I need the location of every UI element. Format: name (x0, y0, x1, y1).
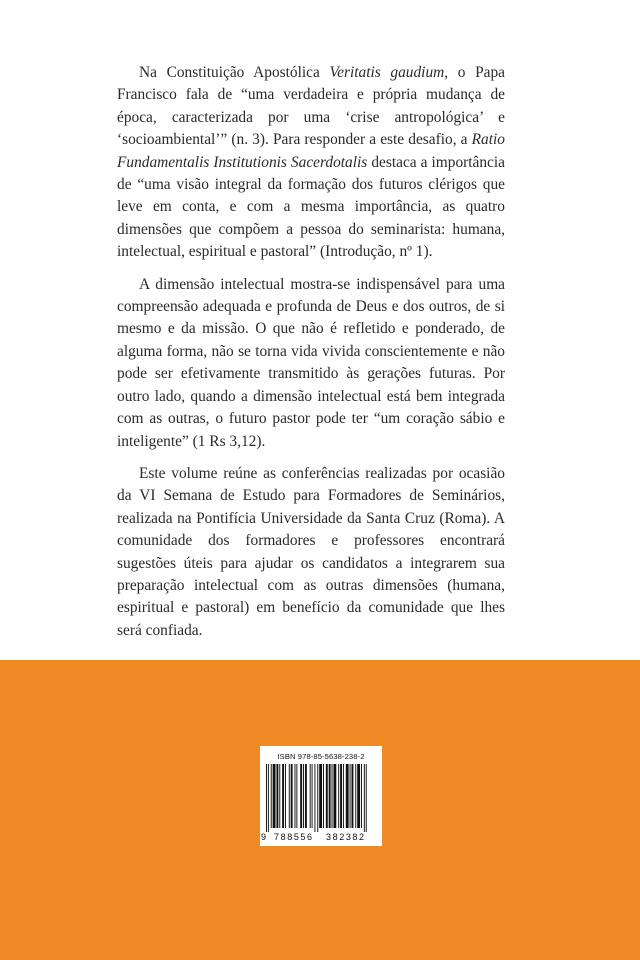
barcode-bar (357, 764, 360, 828)
paragraph-1 (117, 62, 505, 264)
isbn-label: ISBN 978-85-5638-238-2 (277, 752, 365, 761)
barcode-bar (279, 764, 280, 828)
barcode-bar (271, 764, 272, 828)
barcode-bar (352, 764, 354, 828)
barcode-bar (343, 764, 344, 828)
paragraph-1-part-c: destaca a importância de “uma visão integral da formação dos futuros clérigos que leve em conta, e com a mesma importância, as quatro dimensões que compõem a pessoa do seminarista: humana, intelectual, espiritual e pastoral” (Introdução, nº 1). (117, 153, 506, 261)
barcode-bar (361, 764, 362, 828)
barcode-bar (329, 764, 331, 828)
barcode-bar (326, 764, 328, 828)
barcode-bar (273, 764, 276, 828)
paragraph-1-italic-b: Ratio Fundamentalis Institutionis Sacerdotalis (117, 131, 505, 171)
barcode-bar (366, 764, 367, 832)
barcode-bar (333, 764, 336, 828)
barcode-bar (319, 764, 322, 828)
paragraph-1-part-b: , o Papa Francisco fala de “uma verdadeira e própria mudança de época, caracterizada por uma ‘crise antropológica’ e ‘socioambiental’” (n. 3). Para responder a este desafio, a (117, 64, 505, 149)
barcode-bar (314, 764, 315, 832)
blurb-text (117, 62, 505, 652)
paragraph-1-part-a: Na Constituição Apostólica (139, 64, 330, 81)
barcode-bar (303, 764, 304, 828)
barcode-bar (295, 764, 296, 828)
barcode-bar (276, 764, 278, 828)
barcode-bar (305, 764, 307, 828)
barcode-bar (332, 764, 333, 828)
paragraph-1-italic-a: Veritatis gaudium (329, 64, 445, 81)
barcode-bar (291, 764, 293, 828)
barcode-bar (346, 764, 349, 828)
paragraph-2: A dimensão intelectual mostra-se indispensável para uma compreensão adequada e profunda de Deus e dos outros, de si mesmo e da missão. O que não é refletido e ponderado, de alguma forma, não se torna vida vivida conscientemente e não pode ser efetivamente transmitido às gerações futuras. Por outro lado, quando a dimensão intelectual está bem integrada com as outras, o futuro pastor pode ter “um coração sábio e inteligente” (1 Rs 3,12). (117, 275, 505, 450)
barcode-left-group: 788556 (274, 832, 314, 842)
paragraph-3: Este volume reúne as conferências realizadas por ocasião da VI Semana de Estudo para Formadores de Seminários, realizada na Pontifícia Universidade da Santa Cruz (Roma). A comunidade dos formadores e professores encontrará sugestões úteis para ajudar os candidatos a integrarem sua preparação intelectual com as outras dimensões (humana, espiritual e pastoral) em benefício da comunidade que lhes será confiada. (117, 464, 505, 639)
barcode-bar (268, 764, 269, 832)
barcode-bar (312, 764, 313, 828)
barcode-first-digit: 9 (261, 832, 267, 842)
barcode-bar (355, 764, 356, 828)
barcode-bar (266, 764, 267, 832)
barcode-bar (285, 764, 286, 828)
barcode-bar (300, 764, 302, 828)
barcode-box (260, 746, 382, 846)
barcode-bar (289, 764, 290, 828)
barcode-bar (296, 764, 297, 828)
barcode-bars (266, 764, 376, 832)
barcode-bar (323, 764, 324, 828)
barcode-bar (310, 764, 311, 828)
barcode-bar (317, 764, 318, 832)
barcode-bar (350, 764, 351, 828)
barcode-bar (340, 764, 342, 828)
barcode-bar (282, 764, 284, 828)
barcode-bar (338, 764, 339, 828)
barcode-bar (364, 764, 365, 832)
barcode-right-group: 382382 (326, 832, 366, 842)
